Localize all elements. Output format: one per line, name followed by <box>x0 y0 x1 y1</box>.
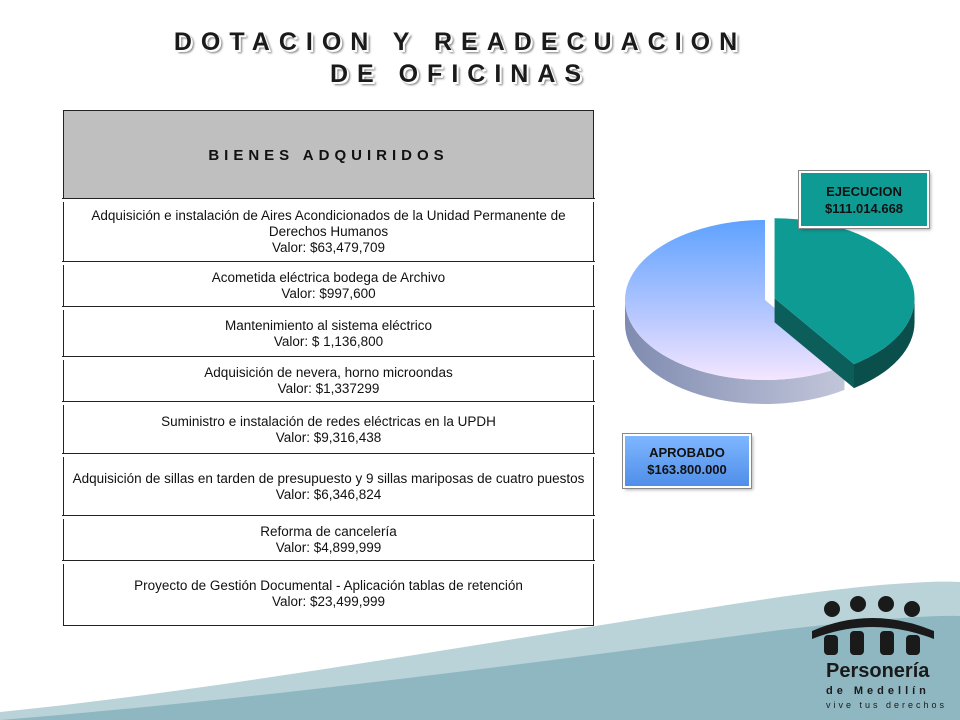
aprobado-label-value: $163.800.000 <box>647 462 727 477</box>
title-line-1: DOTACION Y READECUACION <box>173 28 747 56</box>
row-value: Valor: $6,346,824 <box>275 486 382 502</box>
row-description: Proyecto de Gestión Documental - Aplicación tablas de retención <box>134 578 523 593</box>
row-value: Valor: $23,499,999 <box>271 594 386 609</box>
logo-city: de Medellín <box>826 685 930 697</box>
row-description: Reforma de cancelería <box>260 524 397 539</box>
ejecucion-label-title: EJECUCION <box>826 183 902 199</box>
row-description: Adquisición de sillas en tarden de presupuesto y 9 sillas mariposas de cuatro puestos <box>72 470 585 486</box>
row-description: Acometida eléctrica bodega de Archivo <box>211 270 446 285</box>
page-title <box>60 26 860 90</box>
table-row <box>64 264 593 309</box>
row-value: Valor: $1,337299 <box>277 381 380 396</box>
ejecucion-label-value: $111.014.668 <box>824 200 904 216</box>
ejecucion-label <box>799 171 929 228</box>
logo-name: Personería <box>826 660 930 682</box>
aprobado-label-title: APROBADO <box>649 445 725 460</box>
row-value: Valor: $9,316,438 <box>275 429 382 445</box>
personeria-logo-icon <box>810 595 940 715</box>
table-row <box>64 518 593 563</box>
row-description: Suministro e instalación de redes eléctricas en la UPDH <box>161 413 496 429</box>
title-line-2: DE OFICINAS <box>329 60 591 88</box>
row-value: Valor: $ 1,136,800 <box>273 333 384 349</box>
row-value: Valor: $997,600 <box>281 286 376 301</box>
row-value: Valor: $4,899,999 <box>275 540 382 555</box>
logo-tagline: vive tus derechos <box>826 700 948 710</box>
assets-table <box>63 110 594 626</box>
aprobado-label <box>623 434 751 488</box>
table-row <box>64 359 593 404</box>
row-description: Mantenimiento al sistema eléctrico <box>224 317 433 333</box>
table-row <box>64 456 593 518</box>
row-value: Valor: $63,479,709 <box>271 240 386 255</box>
table-row <box>64 563 593 625</box>
table-header: BIENES ADQUIRIDOS <box>64 111 593 201</box>
table-row <box>64 309 593 359</box>
row-description: Adquisición e instalación de Aires Acondicionados de la Unidad Permanente de Derechos Humanos <box>91 208 566 239</box>
table-row <box>64 201 593 264</box>
row-description: Adquisición de nevera, horno microondas <box>204 365 453 380</box>
table-row <box>64 404 593 456</box>
